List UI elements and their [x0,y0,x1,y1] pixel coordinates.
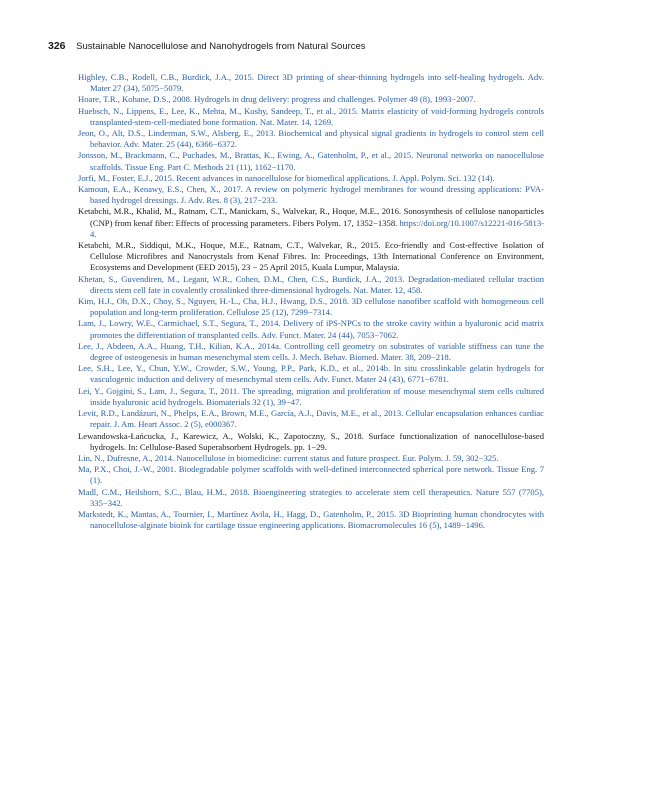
reference-item[interactable]: Lei, Y., Gojgini, S., Lam, J., Segura, T., 2011. The spreading, migration and proliferation of mouse mesenchymal stem cells cultured inside hyaluronic acid hydrogels. Biomaterials 32 (1), 39−47. [78,385,544,407]
page-number: 326 [48,40,66,52]
reference-item[interactable]: Lin, N., Dufresne, A., 2014. Nanocellulose in biomedicine: current status and future prospect. Eur. Polym. J. 59, 302−325. [78,452,499,463]
reference-list [78,72,544,531]
reference-item[interactable]: Highley, C.B., Rodell, C.B., Burdick, J.A., 2015. Direct 3D printing of shear-thinning hydrogels into self-healing hydrogels. Adv. Mater 27 (34), 5075−5079. [78,72,544,94]
reference-item: Lewandowska-Łańcucka, J., Karewicz, A., Wolski, K., Zapotoczny, S., 2018. Surface functionalization of nanocellulose-based hydrogels. In: Cellulose-Based Superabsorbent Hydrogels. pp. 1−29. [78,430,544,452]
reference-item[interactable]: Markstedt, K., Mantas, A., Tournier, I., Martínez Avila, H., Hagg, D., Gatenholm, P., 2015. 3D Bioprinting human chondrocytes with nanocellulose-alginate bioink for cartilage tissue engineering applications. Biomacromolecules 16 (5), 1489−1496. [78,508,544,531]
reference-item[interactable]: Khetan, S., Guvendiren, M., Legant, W.R., Cohen, D.M., Chen, C.S., Burdick, J.A., 2013. Degradation-mediated cellular traction directs stem cell fate in covalently crosslinked three-dimensional hydrogels. Nat. Mater. 12, 458. [78,273,544,295]
running-header [48,40,608,53]
reference-item[interactable]: Huebsch, N., Lippens, E., Lee, K., Mehta, M., Koshy, Sandeep, T., et al., 2015. Matrix elasticity of void-forming hydrogels controls transplanted-stem-cell-mediated bone formation. Nat. Mater. 14, 1269. [78,105,544,127]
reference-item[interactable]: Madl, C.M., Heilshorn, S.C., Blau, H.M., 2018. Bioengineering strategies to accelerate stem cell therapeutics. Nature 557 (7705), 335−342. [78,486,544,508]
reference-item[interactable]: Lee, J., Abdeen, A.A., Huang, T.H., Kilian, K.A., 2014a. Controlling cell geometry on substrates of variable stiffness can tune the degree of osteogenesis in human mesenchymal stem cells. J. Mech. Behav. Biomed. Mater. 38, 209−218. [78,340,544,363]
reference-item[interactable]: Jonsson, M., Brackmann, C., Puchades, M., Brattas, K., Ewing, A., Gatenholm, P., et al., 2015. Neuronal networks on nanocellulose scaffolds. Tissue Eng. Part C. Methods 21 (11), 1162−1170. [78,150,544,172]
reference-item: Ketabchi, M.R., Khalid, M., Ratnam, C.T., Manickam, S., Walvekar, R., Hoque, M.E., 2016. Sonosynthesis of cellulose nanoparticles (CNP) from kenaf fiber: Effects of processing parameters. Fibers Polym. 17, 1352−1358. https://doi.org/10.1007/s12221-016-5813-4. [78,206,544,239]
reference-item[interactable]: Hoare, T.R., Kohane, D.S., 2008. Hydrogels in drug delivery: progress and challenges. Polymer 49 (8), 1993−2007. [78,94,476,105]
reference-item: Ketabchi, M.R., Siddiqui, M.K., Hoque, M.E., Ratnam, C.T., Walvekar, R., 2015. Eco-friendly and Cost-effective Isolation of Cellulose Microfibres and Nanocrystals from Kenaf Fibres. In: Proceedings, 13th International Conference on Environment, Ecosystems and Development (EED 2015), 23 − 25 April 2015, Kuala Lumpur, Malaysia. [78,240,544,273]
reference-item[interactable]: Lee, S.H., Lee, Y., Chun, Y.W., Crowder, S.W., Young, P.P., Park, K.D., et al., 2014b. In situ crosslinkable gelatin hydrogels for vasculogenic induction and delivery of mesenchymal stem cells. Adv. Funct. Mater 24 (43), 6771−6781. [78,363,544,385]
reference-item[interactable]: Ma, P.X., Choi, J.-W., 2001. Biodegradable polymer scaffolds with well-defined interconnected spherical pore network. Tissue Eng. 7 (1). [78,464,544,486]
reference-item[interactable]: Levit, R.D., Landázuri, N., Phelps, E.A., Brown, M.E., García, A.J., Davis, M.E., et al., 2013. Cellular encapsulation enhances cardiac repair. J. Am. Heart Assoc. 2 (5), e000367. [78,408,544,430]
reference-item[interactable]: Lam, J., Lowry, W.E., Carmichael, S.T., Segura, T., 2014. Delivery of iPS-NPCs to the stroke cavity within a hyaluronic acid matrix promotes the differentiation of transplanted cells. Adv. Funct. Mater. 24 (44), 7053−7062. [78,318,544,340]
reference-item[interactable]: Jeon, O., Alt, D.S., Linderman, S.W., Alsberg, E., 2013. Biochemical and physical signal gradients in hydrogels to control stem cell behavior. Adv. Mater. 25 (44), 6366−6372. [78,128,544,150]
reference-item[interactable]: Jorfi, M., Foster, E.J., 2015. Recent advances in nanocellulose for biomedical applications. J. Appl. Polym. Sci. 132 (14). [78,172,495,183]
reference-item[interactable]: Kim, H.J., Oh, D.X., Choy, S., Nguyen, H.-L., Cha, H.J., Hwang, D.S., 2018. 3D cellulose nanofiber scaffold with homogeneous cell population and long-term proliferation. Cellulose 25 (12), 7299−7314. [78,296,544,318]
reference-item[interactable]: Kamoun, E.A., Kenawy, E.S., Chen, X., 2017. A review on polymeric hydrogel membranes for wound dressing applications: PVA-based hydrogel dressings. J. Adv. Res. 8 (3), 217−233. [78,184,544,206]
book-title: Sustainable Nanocellulose and Nanohydrogels from Natural Sources [76,41,366,52]
doi-link[interactable]: https://doi.org/10.1007/s12221-016-5813-4. [90,217,544,239]
